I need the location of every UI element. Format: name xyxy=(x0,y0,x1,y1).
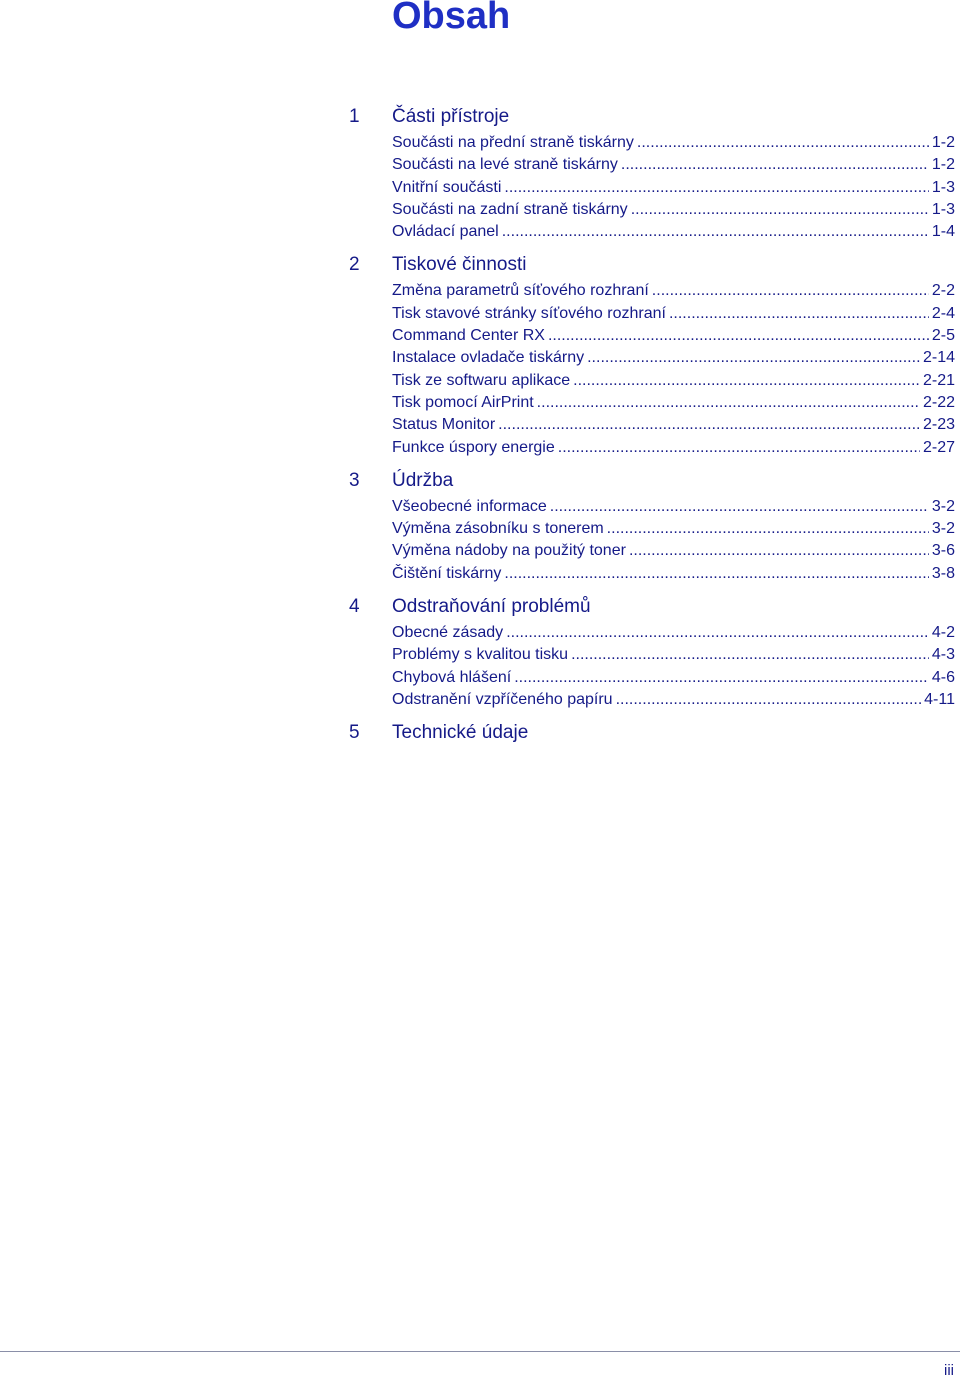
page-title: Obsah xyxy=(392,0,511,37)
chapter-spacer xyxy=(349,711,955,720)
toc-entry-page: 4-2 xyxy=(931,624,955,642)
chapter-heading[interactable] xyxy=(349,594,955,620)
chapter-spacer xyxy=(349,243,955,252)
chapter-title: Tiskové činnosti xyxy=(392,254,527,276)
toc-entry-label: Ovládací panel xyxy=(392,223,499,241)
chapter-number: 3 xyxy=(349,469,360,491)
toc-entry-label: Výměna nádoby na použitý toner xyxy=(392,542,626,560)
toc-entry[interactable] xyxy=(392,689,955,711)
chapter-title: Údržba xyxy=(392,469,454,491)
dot-leader xyxy=(629,540,929,562)
toc-entry[interactable] xyxy=(392,392,955,414)
toc-entry-page: 4-6 xyxy=(931,668,955,686)
toc-entry-page: 2-14 xyxy=(922,349,955,367)
toc-entry-page: 2-5 xyxy=(931,327,955,345)
toc-entry-label: Odstranění vzpříčeného papíru xyxy=(392,690,613,708)
dot-leader xyxy=(537,392,920,414)
chapter-heading[interactable] xyxy=(349,252,955,278)
toc-entry[interactable] xyxy=(392,667,955,689)
toc-entry[interactable] xyxy=(392,303,955,325)
toc-entry[interactable] xyxy=(392,540,955,562)
toc-entry-page: 3-2 xyxy=(931,497,955,515)
toc-entry-page: 2-27 xyxy=(922,438,955,456)
chapter-number: 1 xyxy=(349,106,360,127)
toc-entry[interactable] xyxy=(392,132,955,154)
toc-entry-page: 3-6 xyxy=(931,542,955,560)
toc-entry[interactable] xyxy=(392,644,955,666)
dot-leader xyxy=(558,437,920,459)
toc-entry[interactable] xyxy=(392,437,955,459)
chapter-entries xyxy=(392,496,955,585)
toc-entry[interactable] xyxy=(392,518,955,540)
toc-entry-page: 2-21 xyxy=(922,371,955,389)
toc-entry-page: 2-2 xyxy=(931,282,955,300)
dot-leader xyxy=(548,325,929,347)
footer-divider xyxy=(0,1351,960,1352)
dot-leader xyxy=(498,414,920,436)
chapter-heading[interactable] xyxy=(349,720,955,746)
toc-entry-label: Status Monitor xyxy=(392,416,496,434)
toc-entry-label: Tisk ze softwaru aplikace xyxy=(392,371,571,389)
chapter-entries xyxy=(392,622,955,711)
toc-entry-page: 4-11 xyxy=(924,690,955,708)
chapter-heading[interactable] xyxy=(349,468,955,494)
dot-leader xyxy=(631,199,929,221)
dot-leader xyxy=(652,280,929,302)
dot-leader xyxy=(616,689,922,711)
chapter-heading[interactable] xyxy=(349,104,955,130)
toc-entry-page: 1-2 xyxy=(931,156,955,174)
toc-entry-label: Obecné zásady xyxy=(392,624,504,642)
chapter-number: 5 xyxy=(349,722,360,744)
toc-entry[interactable] xyxy=(392,221,955,243)
toc-entry-page: 1-4 xyxy=(931,223,955,241)
dot-leader xyxy=(504,563,929,585)
toc-entry-page: 2-4 xyxy=(931,304,955,322)
toc-entry[interactable] xyxy=(392,177,955,199)
toc-entry-page: 2-22 xyxy=(922,393,955,411)
page-number: iii xyxy=(944,1362,954,1379)
dot-leader xyxy=(502,221,929,243)
dot-leader xyxy=(587,347,920,369)
dot-leader xyxy=(504,177,928,199)
toc-entry-page: 1-2 xyxy=(931,134,955,151)
toc-entry-label: Problémy s kvalitou tisku xyxy=(392,646,569,664)
chapter-number: 4 xyxy=(349,596,360,618)
toc-entry-page: 3-2 xyxy=(931,520,955,538)
toc-entry-label: Command Center RX xyxy=(392,327,545,345)
toc-entry-label: Vnitřní součásti xyxy=(392,178,502,196)
toc-entry-label: Všeobecné informace xyxy=(392,497,547,515)
toc-entry[interactable] xyxy=(392,414,955,436)
chapter-title: Části přístroje xyxy=(392,106,510,127)
chapter-entries xyxy=(392,132,955,243)
toc-entry-page: 4-3 xyxy=(931,646,955,664)
toc-entry-page: 1-3 xyxy=(931,200,955,218)
dot-leader xyxy=(621,154,929,176)
toc-entry-label: Součásti na přední straně tiskárny xyxy=(392,134,634,151)
chapter-entries xyxy=(392,280,955,458)
table-of-contents xyxy=(349,104,955,746)
dot-leader xyxy=(514,667,929,689)
dot-leader xyxy=(637,132,929,154)
toc-entry-label: Výměna zásobníku s tonerem xyxy=(392,520,604,538)
dot-leader xyxy=(550,496,929,518)
toc-entry-label: Instalace ovladače tiskárny xyxy=(392,349,585,367)
toc-entry[interactable] xyxy=(392,154,955,176)
toc-entry[interactable] xyxy=(392,199,955,221)
chapter-spacer xyxy=(349,585,955,594)
dot-leader xyxy=(573,370,920,392)
toc-entry[interactable] xyxy=(392,496,955,518)
dot-leader xyxy=(607,518,929,540)
toc-entry-label: Změna parametrů síťového rozhraní xyxy=(392,282,649,300)
toc-entry[interactable] xyxy=(392,370,955,392)
toc-entry-page: 1-3 xyxy=(931,178,955,196)
toc-entry-label: Tisk stavové stránky síťového rozhraní xyxy=(392,304,666,322)
toc-entry[interactable] xyxy=(392,325,955,347)
toc-entry-page: 3-8 xyxy=(931,564,955,582)
toc-entry-label: Funkce úspory energie xyxy=(392,438,555,456)
toc-entry-label: Součásti na levé straně tiskárny xyxy=(392,156,618,174)
chapter-title: Technické údaje xyxy=(392,722,529,744)
toc-entry[interactable] xyxy=(392,622,955,644)
toc-entry[interactable] xyxy=(392,563,955,585)
toc-entry-label: Chybová hlášení xyxy=(392,668,512,686)
toc-entry-label: Součásti na zadní straně tiskárny xyxy=(392,200,628,218)
dot-leader xyxy=(571,644,929,666)
chapter-spacer xyxy=(349,459,955,468)
chapter-title: Odstraňování problémů xyxy=(392,596,591,618)
toc-entry[interactable] xyxy=(392,280,955,302)
dot-leader xyxy=(669,303,929,325)
chapter-number: 2 xyxy=(349,254,360,276)
toc-entry-label: Čištění tiskárny xyxy=(392,564,502,582)
dot-leader xyxy=(506,622,929,644)
toc-entry-label: Tisk pomocí AirPrint xyxy=(392,393,534,411)
toc-entry-page: 2-23 xyxy=(922,416,955,434)
toc-entry[interactable] xyxy=(392,347,955,369)
